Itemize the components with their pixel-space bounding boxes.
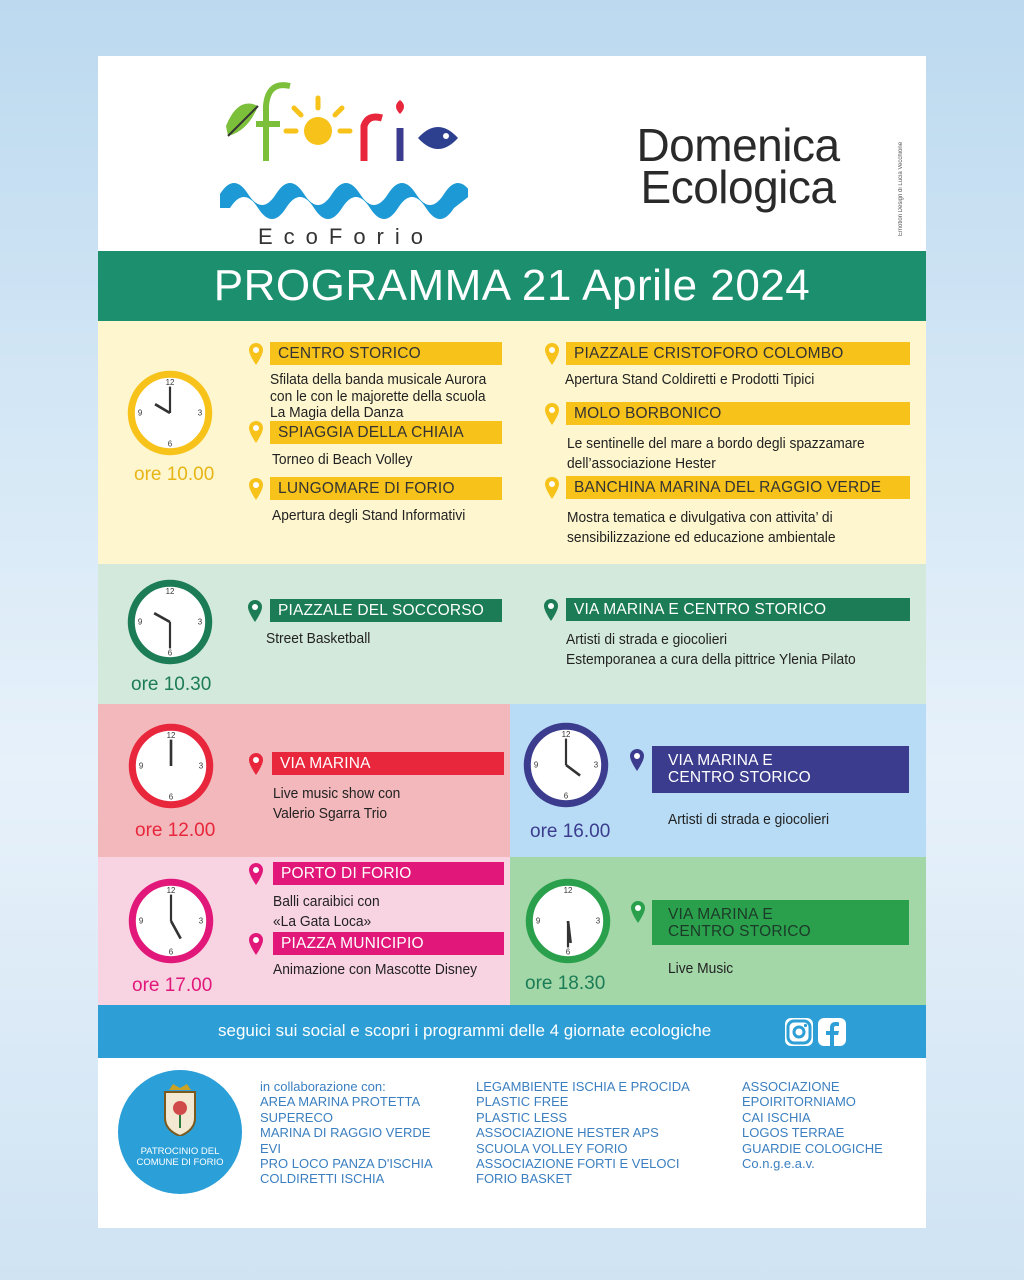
svg-text:9: 9: [138, 916, 144, 926]
map-pin-icon: [248, 933, 264, 955]
event-description: Sfilata della banda musicale Aurora con le con le majorette della scuola La Magia della Danza: [270, 371, 487, 421]
map-pin-icon: [248, 421, 264, 443]
map-pin-icon: [248, 478, 264, 500]
svg-text:12: 12: [563, 885, 573, 895]
map-pin-icon: [629, 749, 645, 771]
section-1030: [98, 564, 926, 704]
location-spiaggia-chiaia: SPIAGGIA DELLA CHIAIA: [270, 421, 502, 444]
svg-text:12: 12: [166, 730, 176, 740]
svg-text:6: 6: [168, 792, 174, 802]
svg-text:3: 3: [593, 760, 599, 770]
location-centro-storico: CENTRO STORICO: [270, 342, 502, 365]
social-bar: [98, 1005, 926, 1058]
location-via-marina-centro: VIA MARINA E CENTRO STORICO: [652, 746, 909, 793]
section-1600: [510, 704, 926, 857]
sponsors-col1: in collaborazione con: AREA MARINA PROTETTA SUPERECO MARINA DI RAGGIO VERDE EVI PRO LOCO PANZA D'ISCHIA COLDIRETTI ISCHIA: [260, 1079, 433, 1187]
map-pin-icon: [630, 901, 646, 923]
location-banchina-raggio-verde: BANCHINA MARINA DEL RAGGIO VERDE: [566, 476, 910, 499]
location-lungomare: LUNGOMARE DI FORIO: [270, 477, 502, 500]
clock-icon: [126, 369, 214, 457]
event-description: Street Basketball: [266, 630, 371, 647]
section-1830: [510, 857, 926, 1005]
svg-text:9: 9: [535, 916, 541, 926]
map-pin-icon: [543, 599, 559, 621]
location-piazzale-soccorso: PIAZZALE DEL SOCCORSO: [270, 599, 502, 622]
svg-text:6: 6: [168, 947, 174, 957]
map-pin-icon: [248, 343, 264, 365]
svg-text:12: 12: [561, 729, 571, 739]
time-label: ore 10.30: [131, 674, 212, 695]
page-title: [618, 119, 858, 213]
svg-text:12: 12: [165, 586, 175, 596]
event-description: Live Music: [668, 960, 734, 977]
svg-text:9: 9: [138, 761, 144, 771]
sponsors-col3: ASSOCIAZIONE EPOIRITORNIAMO CAI ISCHIA LOGOS TERRAE GUARDIE COLOGICHE Co.n.g.e.a.v.: [742, 1079, 883, 1172]
svg-text:6: 6: [565, 947, 571, 957]
clock-icon: [522, 721, 610, 809]
time-label: ore 16.00: [530, 821, 611, 842]
svg-text:3: 3: [198, 761, 204, 771]
map-pin-icon: [544, 343, 560, 365]
event-description: Balli caraibici con «La Gata Loca»: [273, 893, 380, 930]
clock-icon: [127, 877, 215, 965]
ecoforio-logo: [218, 76, 468, 249]
poster: [98, 56, 926, 1228]
map-pin-icon: [248, 863, 264, 885]
time-label: ore 17.00: [132, 975, 213, 996]
instagram-icon[interactable]: [785, 1018, 813, 1046]
event-description: Torneo di Beach Volley: [272, 451, 413, 468]
event-description: Animazione con Mascotte Disney: [273, 961, 478, 978]
location-molo-borbonico: MOLO BORBONICO: [566, 402, 910, 425]
map-pin-icon: [248, 753, 264, 775]
sponsors-col2: LEGAMBIENTE ISCHIA E PROCIDA PLASTIC FREE PLASTIC LESS ASSOCIAZIONE HESTER APS SCUOLA VOLLEY FORIO ASSOCIAZIONE FORTI E VELOCI FORIO BASKET: [476, 1079, 690, 1187]
design-credit: Emotion Design di Lucia Vecchione: [898, 141, 904, 236]
location-piazzale-colombo: PIAZZALE CRISTOFORO COLOMBO: [566, 342, 910, 365]
svg-text:6: 6: [167, 648, 173, 658]
svg-text:3: 3: [198, 916, 204, 926]
location-piazza-municipio: PIAZZA MUNICIPIO: [273, 932, 504, 955]
programma-banner: PROGRAMMA 21 Aprile 2024: [98, 251, 926, 321]
svg-text:3: 3: [197, 408, 203, 418]
social-text: seguici sui social e scopri i programmi delle 4 giornate ecologiche: [218, 1021, 712, 1040]
svg-text:9: 9: [137, 408, 143, 418]
svg-text:12: 12: [165, 377, 175, 387]
svg-text:9: 9: [137, 617, 143, 627]
seal-text: PATROCINIO DEL COMUNE DI FORIO: [136, 1146, 224, 1168]
svg-text:12: 12: [166, 885, 176, 895]
section-1000: [98, 321, 926, 564]
location-porto-forio: PORTO DI FORIO: [273, 862, 504, 885]
location-via-marina-centro: VIA MARINA E CENTRO STORICO: [566, 598, 910, 621]
map-pin-icon: [247, 600, 263, 622]
event-description: Artisti di strada e giocolieri: [668, 811, 830, 828]
map-pin-icon: [544, 403, 560, 425]
facebook-icon[interactable]: [818, 1018, 846, 1046]
location-via-marina: VIA MARINA: [272, 752, 504, 775]
event-description: Artisti di strada e giocolieri Estemporanea a cura della pittrice Ylenia Pilato: [566, 631, 856, 668]
svg-text:3: 3: [197, 617, 203, 627]
patrocinio-seal: [118, 1070, 242, 1194]
event-description: Mostra tematica e divulgativa con attivita’ di sensibilizzazione ed educazione ambientale: [567, 509, 836, 546]
clock-icon: [126, 578, 214, 666]
event-description: Apertura Stand Coldiretti e Prodotti Tipici: [565, 371, 815, 388]
coat-of-arms-icon: [163, 1084, 197, 1136]
svg-text:9: 9: [533, 760, 539, 770]
svg-text:6: 6: [563, 791, 569, 801]
time-label: ore 12.00: [135, 820, 216, 841]
svg-text:3: 3: [595, 916, 601, 926]
forio-logo-icon: [218, 76, 468, 246]
title-line1: Domenica: [636, 119, 840, 171]
event-description: Le sentinelle del mare a bordo degli spazzamare dell’associazione Hester: [567, 435, 865, 472]
section-1200: [98, 704, 510, 857]
event-description: Live music show con Valerio Sgarra Trio: [273, 785, 401, 822]
clock-icon: [524, 877, 612, 965]
time-label: ore 18.30: [525, 973, 606, 994]
event-description: Apertura degli Stand Informativi: [272, 507, 466, 524]
logo-text: EcoForio: [257, 224, 435, 249]
location-via-marina-centro: VIA MARINA E CENTRO STORICO: [652, 900, 909, 945]
clock-icon: [127, 722, 215, 810]
section-1700: [98, 857, 510, 1005]
time-label: ore 10.00: [134, 464, 215, 485]
title-line2: Ecologica: [640, 161, 836, 213]
svg-text:6: 6: [167, 439, 173, 449]
map-pin-icon: [544, 477, 560, 499]
